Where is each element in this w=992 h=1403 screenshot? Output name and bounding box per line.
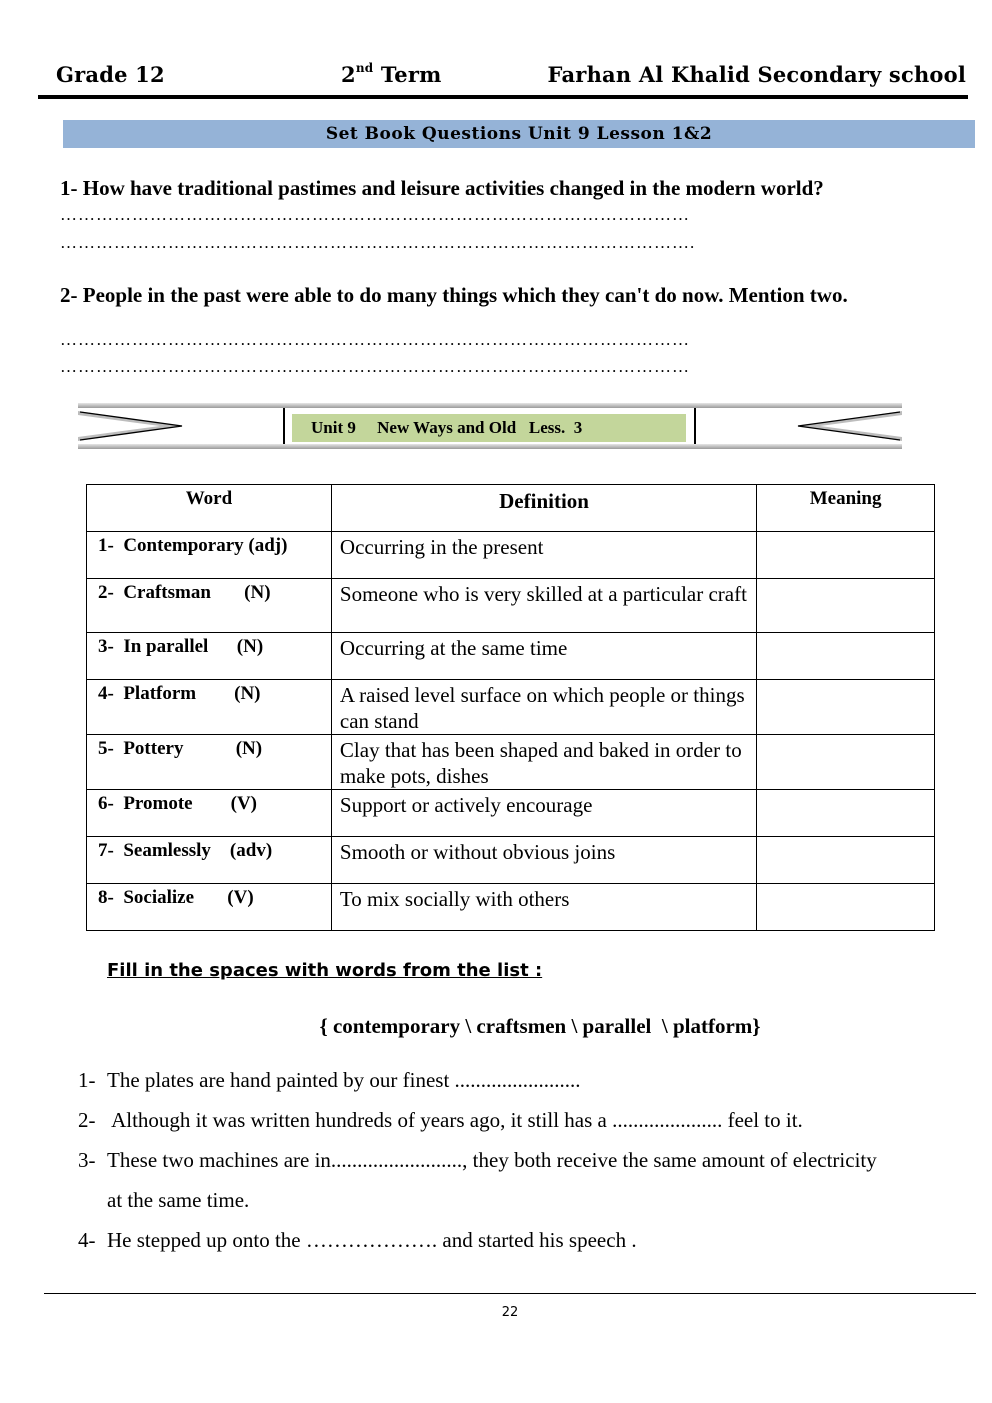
table-header-row <box>87 485 935 532</box>
question-1: 1- How have traditional pastimes and leisure activities changed in the modern world? <box>60 176 824 200</box>
table-row <box>87 532 935 579</box>
answer-line-2b[interactable]: …………………………………………………………………………………………… <box>60 357 690 376</box>
lesson-bar-top-rule <box>78 403 902 408</box>
header-meaning: Meaning <box>757 485 935 532</box>
meaning-cell[interactable] <box>757 790 935 837</box>
page-number: 22 <box>501 1305 519 1320</box>
section-banner: Set Book Questions Unit 9 Lesson 1&2 <box>63 120 975 148</box>
lesson-bar <box>78 403 902 449</box>
right-arrow-icon <box>792 408 902 444</box>
left-arrow-icon <box>78 408 188 444</box>
meaning-cell[interactable] <box>757 532 935 579</box>
footer-rule <box>44 1293 976 1294</box>
answer-line-1b[interactable]: ……………………………………………………………………………………………. <box>60 233 696 252</box>
definition-cell: Clay that has been shaped and baked in order to make pots, dishes <box>331 735 756 790</box>
meaning-cell[interactable] <box>757 735 935 790</box>
word-cell: 6- Promote (V) <box>87 790 332 837</box>
header-word: Word <box>87 485 332 532</box>
sentence-text: He stepped up onto the ………………. and started his speech . <box>107 1228 637 1252</box>
sentence-3-continued <box>78 1188 249 1213</box>
sentence-text: Although it was written hundreds of years ago, it still has a ..................... feel to it. <box>107 1108 803 1132</box>
vocabulary-table <box>86 484 935 931</box>
table-row <box>87 790 935 837</box>
header-definition: Definition <box>331 485 756 532</box>
table-row <box>87 579 935 633</box>
meaning-cell[interactable] <box>757 633 935 680</box>
meaning-cell[interactable] <box>757 579 935 633</box>
lesson-bar-divider-left <box>283 408 285 444</box>
grade-label: Grade 12 <box>56 62 165 87</box>
definition-cell: Smooth or without obvious joins <box>331 837 756 884</box>
table-row <box>87 735 935 790</box>
lesson-title: Unit 9 New Ways and Old Less. 3 <box>292 414 686 442</box>
word-cell: 8- Socialize (V) <box>87 884 332 931</box>
definition-cell: Occurring at the same time <box>331 633 756 680</box>
question-2: 2- People in the past were able to do many things which they can't do now. Mention two. <box>60 283 848 307</box>
lesson-bar-divider-right <box>694 408 696 444</box>
definition-cell: Support or actively encourage <box>331 790 756 837</box>
fill-in-title: Fill in the spaces with words from the list : <box>107 960 543 981</box>
header-rule <box>38 95 968 99</box>
table-row <box>87 633 935 680</box>
word-cell: 1- Contemporary (adj) <box>87 532 332 579</box>
answer-line-2a[interactable]: …………………………………………………………………………………………… <box>60 330 690 349</box>
definition-cell: Someone who is very skilled at a particular craft <box>331 579 756 633</box>
table-row <box>87 884 935 931</box>
meaning-cell[interactable] <box>757 837 935 884</box>
table-row <box>87 680 935 735</box>
sentence-number: 3- <box>78 1148 96 1172</box>
definition-cell: Occurring in the present <box>331 532 756 579</box>
word-list: { contemporary \ craftsmen \ parallel \ platform} <box>319 1014 761 1038</box>
meaning-cell[interactable] <box>757 680 935 735</box>
sentence-number: 1- <box>78 1068 96 1092</box>
sentence-number: 2- <box>78 1108 96 1132</box>
word-cell: 3- In parallel (N) <box>87 633 332 680</box>
page-header <box>56 62 966 92</box>
word-cell: 2- Craftsman (N) <box>87 579 332 633</box>
sentence-number: 4- <box>78 1228 96 1252</box>
sentence-4[interactable] <box>78 1228 637 1253</box>
sentence-2[interactable] <box>78 1108 803 1133</box>
sentence-text: at the same time. <box>107 1188 250 1212</box>
word-cell: 4- Platform (N) <box>87 680 332 735</box>
lesson-bar-bottom-rule <box>78 444 902 449</box>
sentence-1[interactable] <box>78 1068 581 1093</box>
term-label: 2nd Term <box>341 61 442 87</box>
word-cell: 7- Seamlessly (adv) <box>87 837 332 884</box>
word-cell: 5- Pottery (N) <box>87 735 332 790</box>
sentence-text: These two machines are in........................., they both receive the same amount of electricity <box>107 1148 877 1172</box>
table-row <box>87 837 935 884</box>
meaning-cell[interactable] <box>757 884 935 931</box>
answer-line-1a[interactable]: …………………………………………………………………………………………… <box>60 205 690 224</box>
sentence-3[interactable] <box>78 1148 877 1173</box>
sentence-text: The plates are hand painted by our finest ........................ <box>107 1068 581 1092</box>
school-name: Farhan Al Khalid Secondary school <box>547 62 966 87</box>
definition-cell: A raised level surface on which people or things can stand <box>331 680 756 735</box>
definition-cell: To mix socially with others <box>331 884 756 931</box>
